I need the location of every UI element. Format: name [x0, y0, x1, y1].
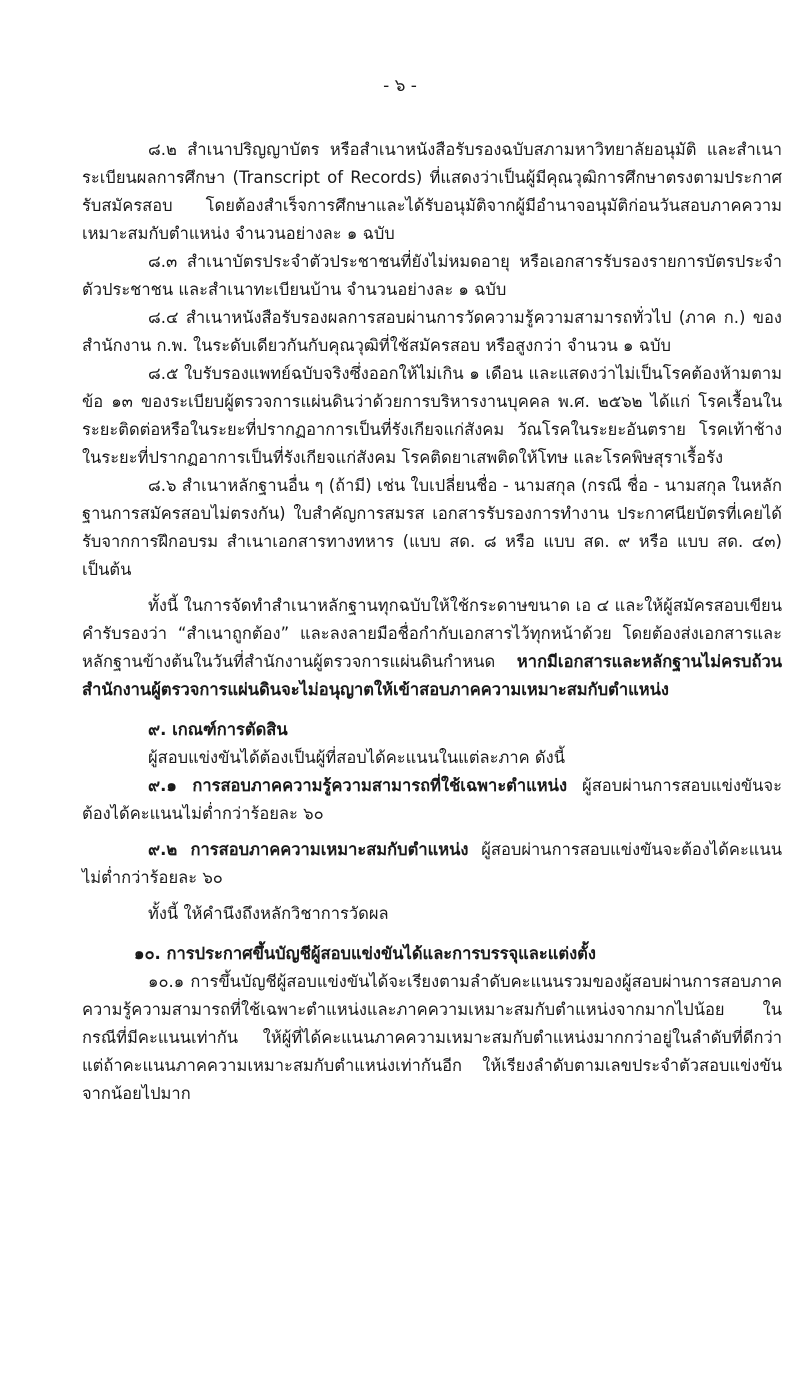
item-9-1: [82, 772, 782, 828]
section-9-heading: ๙. เกณฑ์การตัดสิน: [148, 720, 288, 739]
item-9-1-title: ๙.๑ การสอบภาคความรู้ความสามารถที่ใช้เฉพาะตำแหน่ง: [148, 776, 568, 795]
document-body: [82, 136, 782, 1108]
documents-note: [82, 592, 782, 704]
section-9-intro: ผู้สอบแข่งขันได้ต้องเป็นผู้ที่สอบได้คะแนนในแต่ละภาค ดังนี้: [148, 748, 565, 767]
documents-note-text: ทั้งนี้ ในการจัดทำสำเนาหลักฐานทุกฉบับให้ใช้กระดาษขนาด เอ ๔ และให้ผู้สมัครสอบเขียนคำรับรองว่า “สำเนาถูกต้อง” และลงลายมือชื่อกำกับเอกสารไว้ทุกหน้าด้วย โดยต้องส่งเอกสารและหลักฐานข้างต้นในวันที่สำนักงานผู้ตรวจการแผ่นดินกำหนด: [82, 596, 782, 671]
item-8-2: ๘.๒ สำเนาปริญญาบัตร หรือสำเนาหนังสือรับรองฉบับสภามหาวิทยาลัยอนุมัติ และสำเนาระเบียนผลการศึกษา (Transcript of Records) ที่แสดงว่าเป็นผู้มีคุณวุฒิการศึกษาตรงตามประกาศรับสมัครสอบ โดยต้องสำเร็จการศึกษาและได้รับอนุมัติจากผู้มีอำนาจอนุมัติก่อนวันสอบภาคความเหมาะสมกับตำแหน่ง จำนวนอย่างละ ๑ ฉบับ: [82, 140, 782, 243]
item-9-1-text: ผู้สอบผ่านการสอบแข่งขันจะต้องได้คะแนนไม่ต่ำกว่าร้อยละ ๖๐: [82, 776, 782, 823]
item-8-4: ๘.๔ สำเนาหนังสือรับรองผลการสอบผ่านการวัดความรู้ความสามารถทั่วไป (ภาค ก.) ของสำนักงาน ก.พ. ในระดับเดียวกันกับคุณวุฒิที่ใช้สมัครสอบ หรือสูงกว่า จำนวน ๑ ฉบับ: [82, 308, 782, 355]
item-8-3: ๘.๓ สำเนาบัตรประจำตัวประชาชนที่ยังไม่หมดอายุ หรือเอกสารรับรองรายการบัตรประจำตัวประชาชน และสำเนาทะเบียนบ้าน จำนวนอย่างละ ๑ ฉบับ: [82, 252, 782, 299]
item-9-2-text: ผู้สอบผ่านการสอบแข่งขันจะต้องได้คะแนนไม่ต่ำกว่าร้อยละ ๖๐: [82, 840, 782, 887]
item-10-1: ๑๐.๑ การขึ้นบัญชีผู้สอบแข่งขันได้จะเรียงตามลำดับคะแนนรวมของผู้สอบผ่านการสอบภาคความรู้ความสามารถที่ใช้เฉพาะตำแหน่งและภาคความเหมาะสมกับตำแหน่งจากมากไปน้อย ในกรณีที่มีคะแนนเท่ากัน ให้ผู้ที่ได้คะแนนภาคความเหมาะสมกับตำแหน่งมากกว่าอยู่ในลำดับที่ดีกว่า แต่ถ้าคะแนนภาคความเหมาะสมกับตำแหน่งเท่ากันอีก ให้เรียงลำดับตามเลขประจำตัวสอบแข่งขันจากน้อยไปมาก: [82, 972, 782, 1103]
page-number: - ๖ -: [383, 76, 417, 96]
section-10-heading: ๑๐. การประกาศขึ้นบัญชีผู้สอบแข่งขันได้และการบรรจุและแต่งตั้ง: [134, 944, 596, 963]
item-9-2: [82, 836, 782, 892]
item-8-5: ๘.๕ ใบรับรองแพทย์ฉบับจริงซึ่งออกให้ไม่เกิน ๑ เดือน และแสดงว่าไม่เป็นโรคต้องห้ามตามข้อ ๑๓ ของระเบียบผู้ตรวจการแผ่นดินว่าด้วยการบริหารงานบุคคล พ.ศ. ๒๕๖๒ ได้แก่ โรคเรื้อนในระยะติดต่อหรือในระยะที่ปรากฏอาการเป็นที่รังเกียจแก่สังคม วัณโรคในระยะอันตราย โรคเท้าช้างในระยะที่ปรากฏอาการเป็นที่รังเกียจแก่สังคม โรคติดยาเสพติดให้โทษ และโรคพิษสุราเรื้อรัง: [82, 364, 782, 467]
documents-note-warning: หากมีเอกสารและหลักฐานไม่ครบถ้วน สำนักงานผู้ตรวจการแผ่นดินจะไม่อนุญาตให้เข้าสอบภาคความเหมาะสมกับตำแหน่ง: [82, 652, 782, 699]
item-9-2-title: ๙.๒ การสอบภาคความเหมาะสมกับตำแหน่ง: [148, 840, 469, 859]
item-8-6: ๘.๖ สำเนาหลักฐานอื่น ๆ (ถ้ามี) เช่น ใบเปลี่ยนชื่อ - นามสกุล (กรณี ชื่อ - นามสกุล ในหลักฐานการสมัครสอบไม่ตรงกัน) ใบสำคัญการสมรส เอกสารรับรองการทำงาน ประกาศนียบัตรที่เคยได้รับจากการฝึกอบรม สำเนาเอกสารทางทหาร (แบบ สด. ๘ หรือ แบบ สด. ๙ หรือ แบบ สด. ๔๓) เป็นต้น: [82, 476, 782, 579]
section-9-note: ทั้งนี้ ให้คำนึงถึงหลักวิชาการวัดผล: [148, 904, 389, 923]
